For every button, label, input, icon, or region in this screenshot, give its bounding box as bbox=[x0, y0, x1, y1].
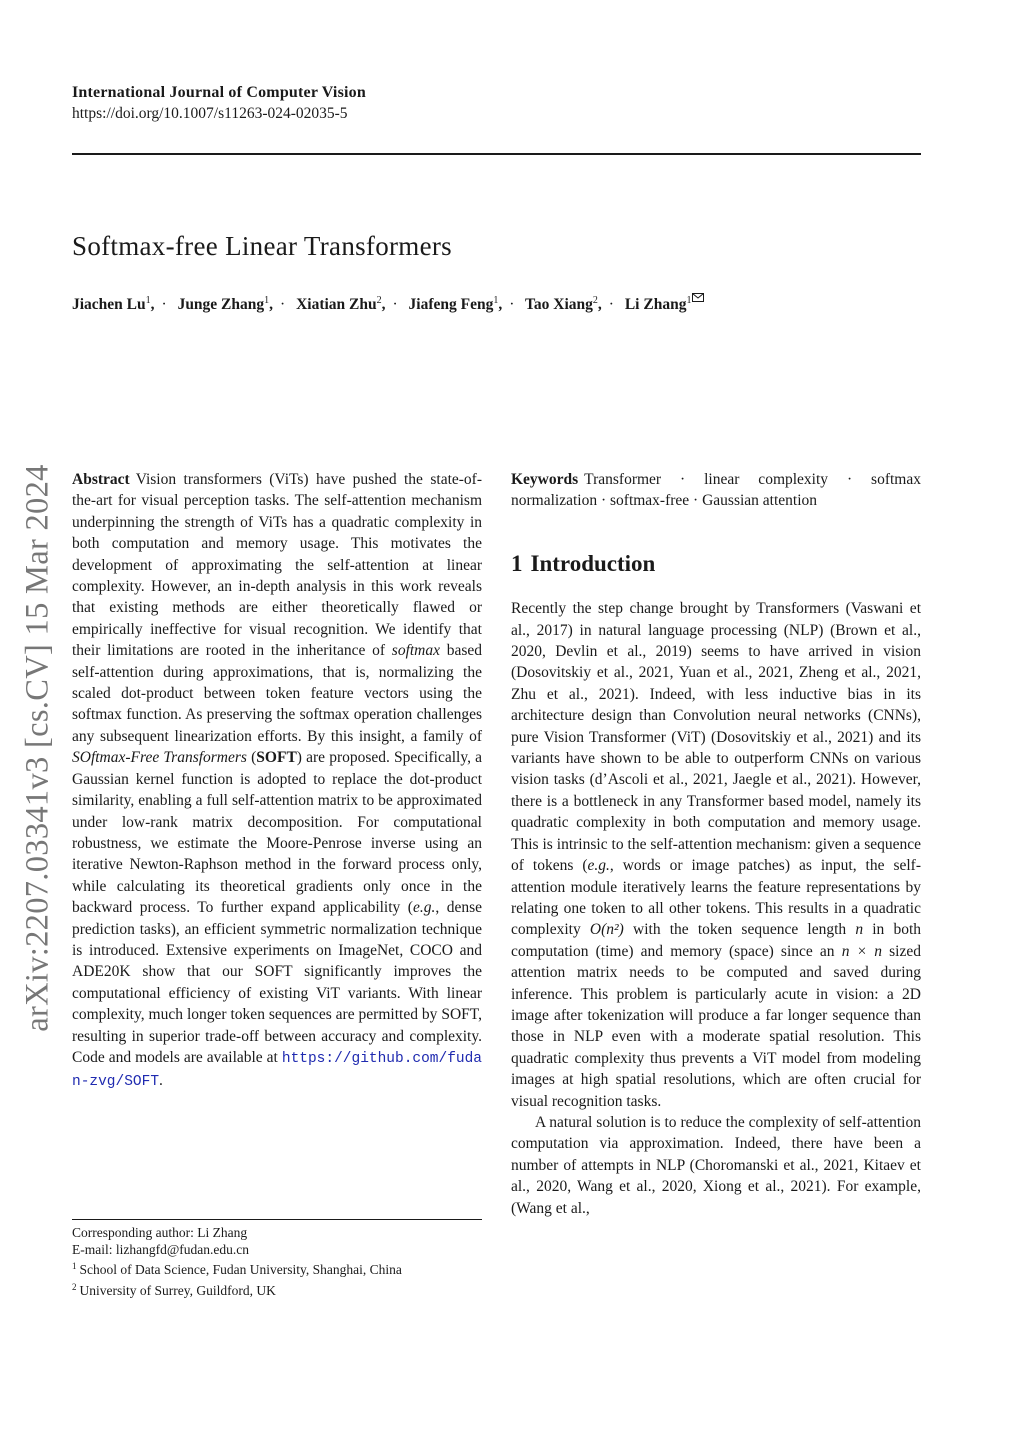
math-n: n bbox=[855, 921, 864, 939]
author-affiliation: 2 bbox=[376, 295, 382, 306]
contact-email: E-mail: lizhangfd@fudan.edu.cn bbox=[72, 1241, 249, 1257]
corresponding-author: Corresponding author: Li Zhang bbox=[72, 1225, 248, 1240]
abstract-label: Abstract bbox=[72, 471, 130, 488]
author-name: Jiafeng Feng bbox=[408, 296, 494, 313]
author-name: Jiachen Lu bbox=[72, 296, 146, 313]
abstract: Abstract Vision transformers (ViTs) have pushed the state-of-the-art for visual perception tasks. The self-attention mechanism underpinning the strength of ViTs has a quadratic complexity in both computation and memory usage. This motivates the development of approximating the self-attention at linear complexity. However, an in-depth analysis in this work reveals that existing methods are either theoretically flawed or empirically ineffective for visual recognition. We identify that their limitations are rooted in the inheritance of softmax based self-attention during approximations, that is, normalizing the scaled dot-product between token feature vectors using the softmax function. As preserving the softmax operation challenges any subsequent linearization efforts. By this insight, a family of SOftmax-Free Transformers (SOFT) are proposed. Specifically, a Gaussian kernel function is adopted to replace the dot-product similarity, enabling a full self-attention matrix to be approximated under low-rank matrix decomposition. For computational robustness, we estimate the Moore-Penrose inverse using an iterative Newton-Raphson method in the forward process only, while calculating its theoretical gradients only once in the backward process. To further expand applicability (e.g., dense prediction tasks), an efficient symmetric normalization technique is introduced. Extensive experiments on ImageNet, COCO and ADE20K show that our SOFT significantly improves the computational efficiency of existing ViT variants. With linear complexity, much longer token sequences are permitted by SOFT, resulting in superior trade-off between accuracy and complexity. Code and models are available at https://github.com/fudan-zvg/SOFT. bbox=[72, 471, 483, 1091]
arxiv-identifier: arXiv:2207.03341v3 [cs.CV] 15 Mar 2024 bbox=[19, 464, 56, 1032]
code-link[interactable]: https://github.com/fudan-zvg/SOFT bbox=[72, 1050, 483, 1091]
section-heading-introduction: 1 Introduction bbox=[511, 550, 656, 576]
author-affiliation: 1 bbox=[493, 295, 499, 306]
envelope-icon bbox=[692, 293, 704, 302]
soft-acronym: SOFT bbox=[256, 749, 297, 767]
author-separator: · bbox=[608, 296, 614, 313]
math-complexity: O(n²) bbox=[589, 921, 624, 939]
author-name: Tao Xiang bbox=[525, 296, 593, 313]
left-column bbox=[72, 469, 482, 1094]
doi-link[interactable]: https://doi.org/10.1007/s11263-024-02035-5 bbox=[72, 105, 348, 122]
author-separator: · bbox=[392, 296, 398, 313]
arxiv-stamp bbox=[16, 440, 60, 1056]
affiliation-2: $^2$ University of Surrey, Guildford, UK bbox=[72, 1281, 276, 1298]
author-separator: · bbox=[280, 296, 286, 313]
author-name: Junge Zhang bbox=[177, 296, 265, 313]
intro-paragraph-1: Recently the step change brought by Transformers (Vaswani et al., 2017) in natural language processing (NLP) (Brown et al., 2020, Devlin et al., 2019) seems to have arrived in vision (Dosovitskiy et al., 2021, Yuan et al., 2021, Zheng et al., 2021, Zhu et al., 2021). Indeed, with less inductive bias in its architecture design than Convolution neural networks (CNNs), pure Vision Transformer (ViT) (Dosovitskiy et al., 2021) and its variants have shown to be able to outperform CNNs on various vision tasks (d’Ascoli et al., 2021, Jaegle et al., 2021). However, there is a bottleneck in any Transformer based model, namely its quadratic complexity in both computation and memory usage. This is intrinsic to the self-attention mechanism: given a sequence of tokens (e.g., words or image patches) as input, the self-attention module iteratively learns the feature representations by relating one token to all other tokens. This results in a quadratic complexity O(n²) with the token sequence length n in both computation (time) and memory (space) since an n × n sized attention matrix needs to be computed and saved during inference. This problem is particularly acute in vision: a 2D image after tokenization will produce a far longer sequence than those in NLP even with a moderate spatial resolution. This quadratic complexity thus prevents a ViT model from modeling images at high spatial resolutions, which are often crucial for visual recognition tasks. bbox=[511, 600, 922, 1110]
author-affiliation: 1 bbox=[686, 295, 692, 306]
keywords-label: Keywords bbox=[511, 471, 579, 488]
author-affiliation: 1 bbox=[264, 295, 270, 306]
affiliation-1: $^1$ School of Data Science, Fudan University, Shanghai, China bbox=[72, 1261, 402, 1278]
footnote-rule bbox=[72, 1219, 482, 1220]
author-name: Li Zhang bbox=[624, 296, 687, 313]
footnotes bbox=[72, 1225, 512, 1299]
header-rule bbox=[72, 153, 921, 155]
author-separator: · bbox=[509, 296, 515, 313]
paper-title: Softmax-free Linear Transformers bbox=[72, 231, 452, 261]
author-name: Xiatian Zhu bbox=[296, 296, 377, 313]
journal-name: International Journal of Computer Vision bbox=[72, 84, 366, 101]
author-affiliation: 1 bbox=[145, 295, 151, 306]
intro-paragraph-2: A natural solution is to reduce the complexity of self-attention computation via approximation. Indeed, there have been a number of attempts in NLP (Choromanski et al., 2021, Kitaev et al., 2020, Wang et al., 2020, Xiong et al., 2021). For example, (Wang et al., bbox=[511, 1113, 921, 1217]
author-list: Jiachen $Lu^1$, · Junge Zhang$^1$, · Xiatian Zhu$^2$, · Jiafeng Feng$^1$, · Tao Xiang$^2$, · Li Zhang$^1$ bbox=[72, 293, 704, 314]
keywords: Keywords Transformer · linear complexity · softmax normalization · softmax-free · Gaussian attention bbox=[511, 471, 921, 510]
author-separator: · bbox=[161, 296, 167, 313]
math-n-by-n: n × n bbox=[841, 942, 882, 960]
right-column bbox=[511, 469, 921, 1219]
author-affiliation: 2 bbox=[592, 295, 598, 306]
